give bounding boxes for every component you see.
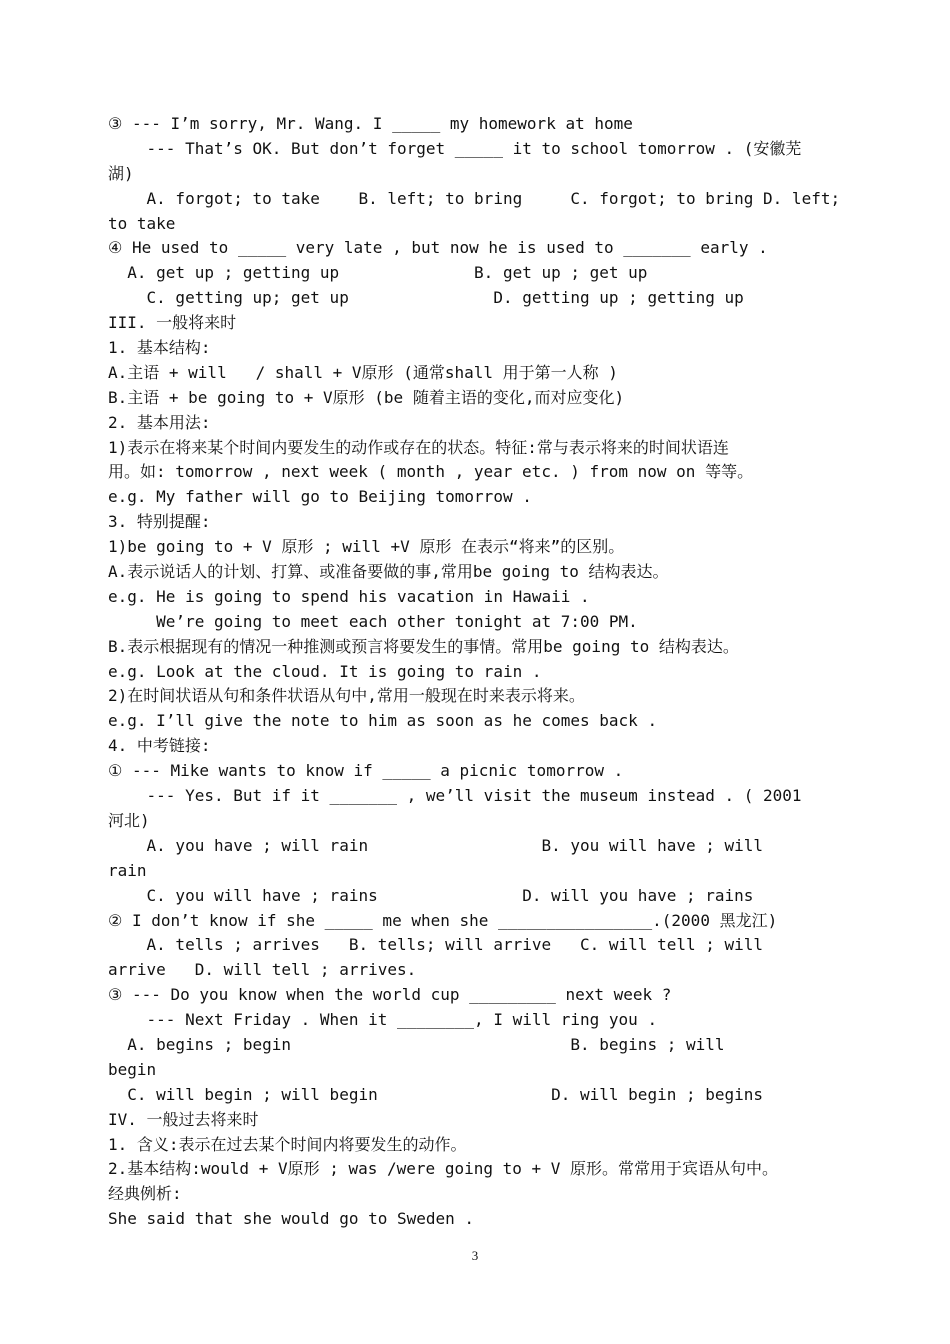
text-line: C. will begin ; will begin D. will begin ; begins [108,1084,764,1104]
section-heading: III. 一般将来时 [108,313,237,333]
text-line: e.g. He is going to spend his vacation in Hawaii . [108,586,590,606]
text-line: ③ --- I’m sorry, Mr. Wang. I _____ my homework at home [108,114,633,133]
text-line: A. you have ; will rain B. you will have ; will [108,835,764,855]
text-line: We’re going to meet each other tonight at 7:00 PM. [108,611,638,631]
text-line: A. tells ; arrives B. tells; will arrive C. will tell ; will [108,935,764,955]
text-line: to take [108,213,176,233]
text-line: 1. 含义:表示在过去某个时间内将要发生的动作。 [108,1134,467,1154]
text-line: 1. 基本结构: [108,338,211,358]
text-line: ④ He used to _____ very late , but now he is used to _______ early . [108,238,768,258]
text-line: begin [108,1059,157,1079]
text-line: --- Next Friday . When it ________, I will ring you . [108,1010,658,1030]
text-line: arrive D. will tell ; arrives. [108,960,417,980]
text-line: 2)在时间状语从句和条件状语从句中,常用一般现在时来表示将来。 [108,686,585,706]
text-line: A.主语 + will / shall + V原形 (通常shall 用于第一人称 ) [108,362,618,382]
text-line: C. you will have ; rains D. will you have ; rains [108,885,754,905]
text-line: 经典例析: [108,1184,182,1204]
page-number: 3 [471,1248,479,1263]
text-line: ③ --- Do you know when the world cup _________ next week ? [108,985,672,1005]
text-line: C. getting up; get up D. getting up ; getting up [108,288,744,308]
section-heading: IV. 一般过去将来时 [108,1109,259,1129]
text-line: 河北) [108,810,150,830]
text-line: 1)表示在将来某个时间内要发生的动作或存在的状态。特征:常与表示将来的时间状语连 [108,437,729,457]
text-line: 2.基本结构:would + V原形 ; was /were going to + V 原形。常常用于宾语从句中。 [108,1159,779,1179]
text-line: ① --- Mike wants to know if _____ a picnic tomorrow . [108,761,624,781]
text-line: e.g. My father will go to Beijing tomorrow . [108,487,532,507]
text-line: e.g. I’ll give the note to him as soon as he comes back . [108,711,658,731]
text-line: 3. 特别提醒: [108,512,211,532]
text-line: B.表示根据现有的情况一种推测或预言将要发生的事情。常用be going to 结构表达。 [108,636,739,656]
text-line: A. forgot; to take B. left; to bring C. forgot; to bring D. left; [108,188,841,208]
text-line: A.表示说话人的计划、打算、或准备要做的事,常用be going to 结构表达。 [108,562,669,582]
text-line: She said that she would go to Sweden . [108,1209,475,1229]
text-line: A. get up ; getting up B. get up ; get up [108,263,648,283]
text-line: e.g. Look at the cloud. It is going to rain . [108,661,542,681]
text-line: 4. 中考链接: [108,736,211,756]
text-line: ② I don’t know if she _____ me when she ________________.(2000 黑龙江) [108,910,778,930]
text-line: --- Yes. But if it _______ , we’ll visit the museum instead . ( 2001 [108,786,802,806]
text-line: rain [108,860,147,880]
text-line: --- That’s OK. But don’t forget _____ it to school tomorrow . (安徽芜 [108,138,802,158]
text-line: 1)be going to + V 原形 ; will +V 原形 在表示“将来”的区别。 [108,537,625,557]
document-body [108,112,846,1232]
text-line: B.主语 + be going to + V原形 (be 随着主语的变化,而对应变化) [108,387,625,407]
text-line: 2. 基本用法: [108,412,211,432]
text-line: 湖) [108,163,134,183]
text-line: 用。如: tomorrow , next week ( month , year etc. ) from now on 等等。 [108,462,754,482]
text-line: A. begins ; begin B. begins ; will [108,1034,725,1054]
